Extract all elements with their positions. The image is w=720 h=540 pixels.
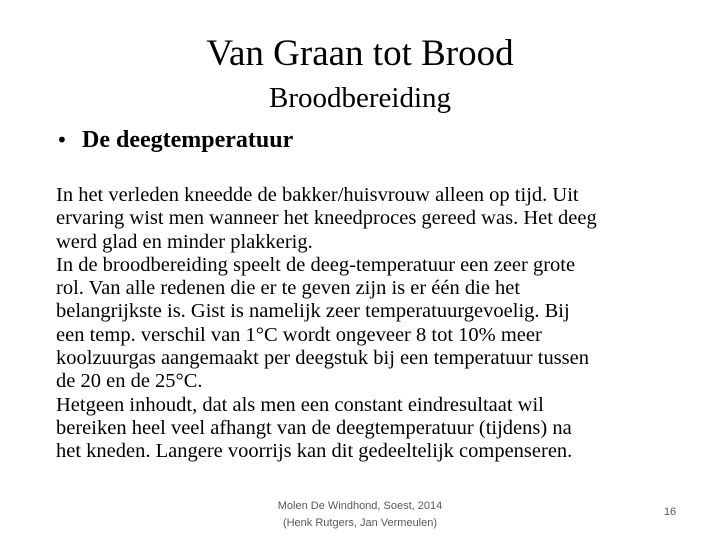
- body-line: bereiken heel veel afhangt van de deegtemperatuur (tijdens) na: [56, 416, 572, 439]
- body-line: In het verleden kneedde de bakker/huisvrouw alleen op tijd. Uit: [56, 184, 579, 206]
- body-line: Hetgeen inhoudt, dat als men een constant eindresultaat wil: [56, 393, 544, 416]
- bullet-icon: •: [56, 128, 68, 152]
- body-line: koolzuurgas aangemaakt per deegstuk bij een temperatuur tussen: [56, 347, 590, 370]
- body-line: ervaring wist men wanneer het kneedproces gereed was. Het deeg: [56, 207, 597, 230]
- page-number: 16: [663, 506, 677, 518]
- body-line: werd glad en minder plakkerig.: [56, 230, 313, 253]
- body-line: de 20 en de 25°C.: [56, 370, 203, 393]
- slide-subtitle: Broodbereiding: [268, 82, 451, 114]
- slide-title: Van Graan tot Brood: [206, 33, 514, 74]
- bullet-heading: De deegtemperatuur: [82, 126, 294, 153]
- body-line: rol. Van alle redenen die er te geven zijn is er één die het: [56, 277, 521, 300]
- footer-line-1: Molen De Windhond, Soest, 2014: [277, 500, 443, 512]
- slide-footer: [240, 498, 480, 532]
- bullet-item: [56, 122, 293, 158]
- body-line: In de broodbereiding speelt de deeg-temperatuur een zeer grote: [56, 253, 576, 276]
- footer-line-2: (Henk Rutgers, Jan Vermeulen): [282, 517, 438, 529]
- body-paragraph: [56, 184, 696, 464]
- body-line: het kneden. Langere voorrijs kan dit gedeeltelijk compenseren.: [56, 440, 573, 463]
- body-line: een temp. verschil van 1°C wordt ongeveer 8 tot 10% meer: [56, 323, 542, 346]
- body-line: belangrijkste is. Gist is namelijk zeer temperatuurgevoelig. Bij: [56, 300, 570, 323]
